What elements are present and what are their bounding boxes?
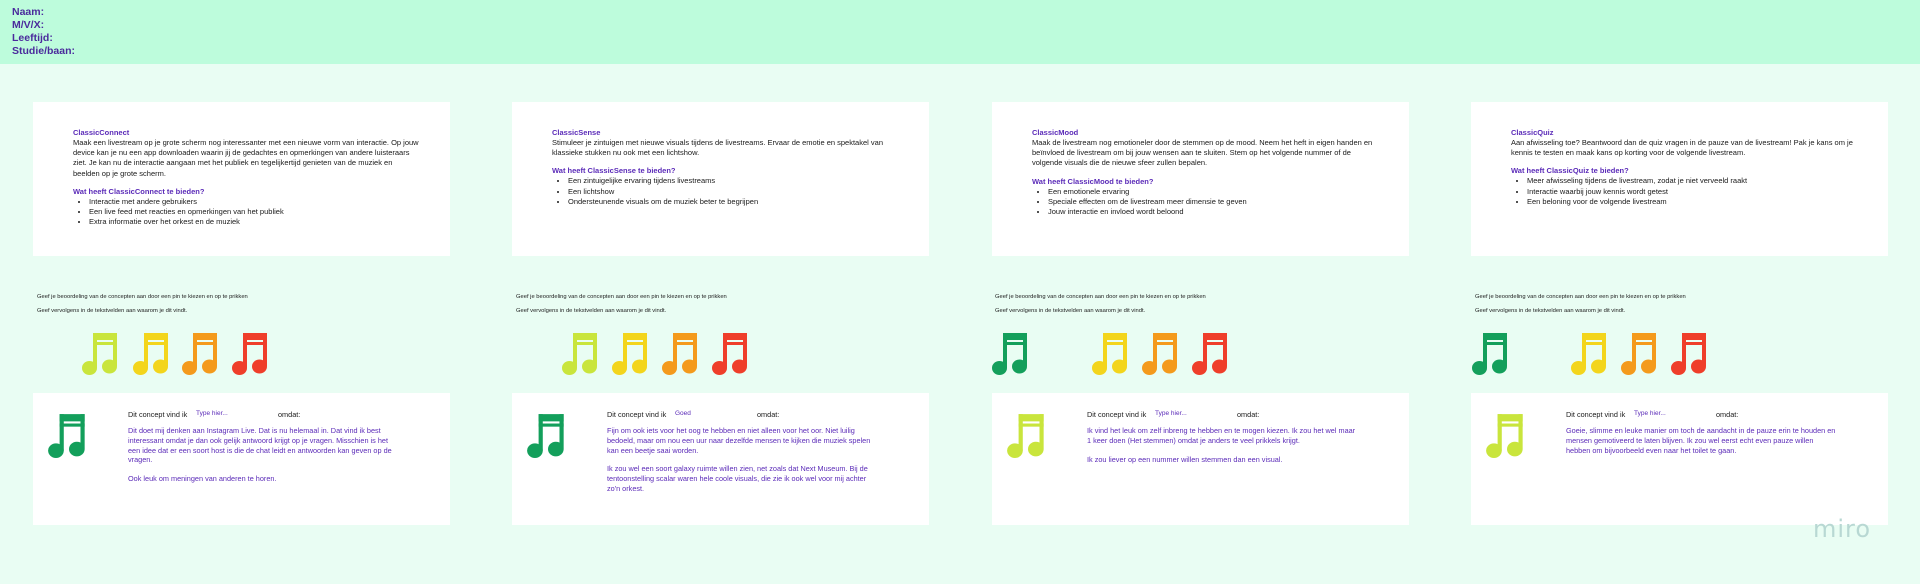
reason-text[interactable]: [1566, 426, 1836, 464]
music-note-icon: [1190, 330, 1234, 376]
reason-text[interactable]: [607, 426, 877, 503]
benefits-title: Wat heeft ClassicConnect te bieden?: [73, 186, 205, 196]
benefit-item: • Een live feed met reacties en opmerkingen van het publiek: [89, 207, 420, 217]
rating-instructions: [995, 294, 1206, 315]
benefits-list: [1511, 176, 1858, 207]
benefit-item: • Een zintuigelijke ervaring tijdens livestreams: [568, 176, 899, 186]
instruction-line: Geef je beoordeling van de concepten aan door een pin te kiezen en op te prikken: [516, 294, 727, 300]
participant-fields: [12, 6, 75, 58]
rating-pin-orange[interactable]: [1619, 330, 1663, 381]
music-note-icon: [230, 330, 274, 376]
rating-input[interactable]: Type hier...: [1155, 410, 1187, 417]
music-note-icon: [80, 330, 124, 376]
benefit-item: • Een beloning voor de volgende livestream: [1527, 197, 1858, 207]
rating-instructions: [516, 294, 727, 315]
concept-title: ClassicMood: [1032, 128, 1079, 137]
concept-card[interactable]: [33, 102, 450, 256]
music-note-icon: [710, 330, 754, 376]
music-note-icon: [1090, 330, 1134, 376]
rating-pin-orange[interactable]: [660, 330, 704, 381]
rating-instructions: [37, 294, 248, 315]
instruction-line: Geef je beoordeling van de concepten aan door een pin te kiezen en op te prikken: [995, 294, 1206, 300]
rating-pin-orange[interactable]: [1140, 330, 1184, 381]
response-card[interactable]: [992, 393, 1409, 525]
benefit-item: • Een lichtshow: [568, 187, 899, 197]
benefit-item: • Meer afwisseling tijdens de livestream, zodat je niet verveeld raakt: [1527, 176, 1858, 186]
response-label: Dit concept vind ik: [1566, 410, 1626, 419]
rating-input[interactable]: Type hier...: [196, 410, 228, 417]
benefit-item: • Ondersteunende visuals om de muziek beter te begrijpen: [568, 197, 899, 207]
reason-paragraph: Ik zou liever op een nummer willen stemmen dan een visual.: [1087, 454, 1283, 464]
rating-pin-lime[interactable]: [80, 330, 124, 381]
benefits-title: Wat heeft ClassicQuiz te bieden?: [1511, 166, 1629, 176]
rating-pin-lime[interactable]: [560, 330, 604, 381]
rating-instructions: [1475, 294, 1686, 315]
rating-input[interactable]: Goed: [675, 410, 691, 417]
participant-info-bar: [0, 0, 1920, 64]
because-label: omdat:: [1237, 410, 1260, 419]
music-note-icon: [1669, 330, 1713, 376]
reason-paragraph: Fijn om ook iets voor het oog te hebben en niet alleen voor het oor. Niet luilig bedoeld, maar om nou een uur naar dezelfde mensen te kijken die muziek spelen kan een beetje saai worden.: [607, 426, 871, 455]
rating-pin-red[interactable]: [710, 330, 754, 381]
response-label: Dit concept vind ik: [607, 410, 667, 419]
instruction-line: Geef vervolgens in de tekstvelden aan waarom je dit vindt.: [995, 308, 1146, 314]
selected-music-note-icon: [47, 411, 91, 464]
music-note-icon: [1006, 411, 1050, 459]
benefit-item: • Een emotionele ervaring: [1048, 187, 1379, 197]
benefit-item: • Speciale effecten om de livestream meer dimensie te geven: [1048, 197, 1379, 207]
field-name[interactable]: Naam:: [12, 6, 45, 18]
music-note-icon: [1485, 411, 1529, 459]
instruction-line: Geef je beoordeling van de concepten aan door een pin te kiezen en op te prikken: [1475, 294, 1686, 300]
music-note-icon: [180, 330, 224, 376]
music-note-icon: [526, 411, 570, 459]
field-gender[interactable]: M/V/X:: [12, 19, 45, 31]
rating-pin-yellow[interactable]: [610, 330, 654, 381]
concept-card[interactable]: [512, 102, 929, 256]
concept-card[interactable]: [1471, 102, 1888, 256]
reason-paragraph: Ik vind het leuk om zelf inbreng te hebben en te mogen kiezen. Ik zou het wel maar 1 keer doen (Het stemmen) omdat je anders te veel prikkels krijgt.: [1087, 426, 1356, 445]
reason-text[interactable]: [128, 426, 398, 493]
rating-pin-red[interactable]: [1669, 330, 1713, 381]
field-study-job[interactable]: Studie/baan:: [12, 45, 76, 57]
rating-pin-red[interactable]: [1190, 330, 1234, 381]
music-note-icon: [560, 330, 604, 376]
rating-input[interactable]: Type hier...: [1634, 410, 1666, 417]
selected-music-note-icon: [1006, 411, 1050, 464]
field-age[interactable]: Leeftijd:: [12, 32, 53, 44]
music-note-icon: [610, 330, 654, 376]
rating-pin-yellow[interactable]: [131, 330, 175, 381]
reason-paragraph: Goeie, slimme en leuke manier om toch de aandacht in de pauze erin te houden en mensen gemotiveerd te laten blijven. Ik zou wel eerst echt even pauze willen hebben om bijvoorbeeld even naar het toilet te gaan.: [1566, 426, 1836, 455]
instruction-line: Geef je beoordeling van de concepten aan door een pin te kiezen en op te prikken: [37, 294, 248, 300]
miro-watermark: miro: [1813, 515, 1872, 543]
rating-pin-red[interactable]: [230, 330, 274, 381]
response-label: Dit concept vind ik: [128, 410, 188, 419]
benefits-list: [73, 197, 420, 228]
benefit-item: • Interactie met andere gebruikers: [89, 197, 420, 207]
music-note-icon: [1619, 330, 1663, 376]
benefit-item: • Extra informatie over het orkest en de muziek: [89, 217, 420, 227]
because-label: omdat:: [278, 410, 301, 419]
selected-music-note-icon: [526, 411, 570, 464]
concept-description: Stimuleer je zintuigen met nieuwe visuals tijdens de livestreams. Ervaar de emotie en spektakel van klassieke stukken nu ook met een lichtshow.: [552, 138, 883, 158]
rating-pin-yellow[interactable]: [1569, 330, 1613, 381]
response-card[interactable]: [512, 393, 929, 525]
music-note-icon: [990, 330, 1034, 376]
rating-pin-orange[interactable]: [180, 330, 224, 381]
instruction-line: Geef vervolgens in de tekstvelden aan waarom je dit vindt.: [1475, 308, 1626, 314]
response-label: Dit concept vind ik: [1087, 410, 1147, 419]
reason-text[interactable]: [1087, 426, 1357, 473]
concept-card[interactable]: [992, 102, 1409, 256]
response-card[interactable]: [1471, 393, 1888, 525]
response-card[interactable]: [33, 393, 450, 525]
instruction-line: Geef vervolgens in de tekstvelden aan waarom je dit vindt.: [37, 308, 188, 314]
music-note-icon: [131, 330, 175, 376]
concept-description: Aan afwisseling toe? Beantwoord dan de quiz vragen in de pauze van de livestream! Pak je kans om je kennis te testen en maak kans op korting voor de volgende livestream.: [1511, 138, 1853, 158]
music-note-icon: [1470, 330, 1514, 376]
selected-music-note-icon: [1485, 411, 1529, 464]
benefits-title: Wat heeft ClassicSense te bieden?: [552, 166, 676, 176]
concept-description: Maak een livestream op je grote scherm nog interessanter met een nieuwe vorm van interactie. Op jouw device kan je nu een app downloaden waarin jij de gedachtes en opmerkingen van andere luisteraars ziet. Je kan nu de interactie aangaan met het publiek en tegelijkertijd genieten van de muziek en beelden op je grote scherm.: [73, 138, 419, 178]
rating-pin-yellow[interactable]: [1090, 330, 1134, 381]
because-label: omdat:: [1716, 410, 1739, 419]
reason-paragraph: Ook leuk om meningen van anderen te horen.: [128, 474, 277, 484]
benefit-item: • Interactie waarbij jouw kennis wordt getest: [1527, 187, 1858, 197]
rating-pin-green[interactable]: [990, 330, 1034, 381]
concept-title: ClassicConnect: [73, 128, 130, 137]
music-note-icon: [1569, 330, 1613, 376]
concept-title: ClassicQuiz: [1511, 128, 1554, 137]
concept-title: ClassicSense: [552, 128, 601, 137]
benefits-list: [552, 176, 899, 207]
music-note-icon: [47, 411, 91, 459]
reason-paragraph: Dit doet mij denken aan Instagram Live. Dat is nu helemaal in. Dat vind ik best interessant omdat je dan ook gelijk antwoord krijgt op je vragen. Misschien is het een idee dat er een soort host is die de chat leidt en antwoorden kan geven op de vragen.: [128, 426, 392, 465]
benefit-item: • Jouw interactie en invloed wordt beloond: [1048, 207, 1379, 217]
benefits-title: Wat heeft ClassicMood te bieden?: [1032, 176, 1154, 186]
reason-paragraph: Ik zou wel een soort galaxy ruimte willen zien, net zoals dat Next Museum. Bij de tentoonstelling scalar waren hele coole visuals, die zie ik ook wel voor mij achter zo'n orkest.: [607, 464, 868, 493]
rating-pin-green[interactable]: [1470, 330, 1514, 381]
music-note-icon: [660, 330, 704, 376]
benefits-list: [1032, 187, 1379, 218]
instruction-line: Geef vervolgens in de tekstvelden aan waarom je dit vindt.: [516, 308, 667, 314]
concept-description: Maak de livestream nog emotioneler door de stemmen op de mood. Neem het heft in eigen handen en beïnvloed de livestream om bij jouw wensen aan te sluiten. Stem op het volgende nummer of de volgende visuals die de nieuwe sfeer zullen bepalen.: [1032, 138, 1373, 168]
music-note-icon: [1140, 330, 1184, 376]
because-label: omdat:: [757, 410, 780, 419]
